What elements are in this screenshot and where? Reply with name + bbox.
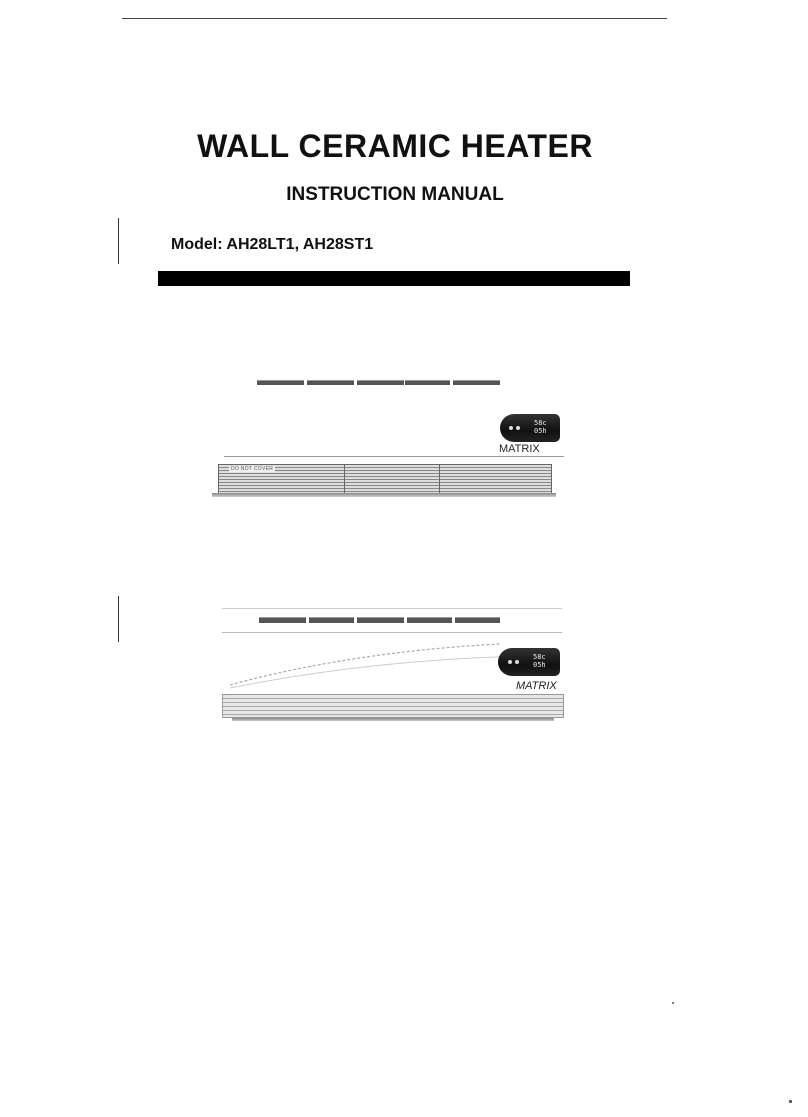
vent-slot [407, 617, 452, 623]
document-subtitle: INSTRUCTION MANUAL [286, 184, 504, 205]
indicator-dot [515, 660, 519, 664]
air-outlet-grille [222, 694, 564, 718]
scan-speck [789, 1100, 792, 1103]
indicator-dot [508, 660, 512, 664]
vent-slot [455, 617, 500, 623]
brand-label: MATRIX [516, 680, 557, 692]
timer-readout: 05h [534, 427, 547, 435]
top-edge [222, 608, 562, 609]
control-panel [498, 648, 560, 676]
display-readout [533, 653, 546, 669]
temperature-readout: 58c [533, 653, 546, 661]
base-shadow [232, 718, 554, 721]
vent-slot [259, 617, 306, 623]
model-line: Model: AH28LT1, AH28ST1 [171, 236, 374, 253]
vent-slot [357, 617, 404, 623]
vent-slot [309, 617, 354, 623]
scan-speck [672, 1002, 674, 1004]
timer-readout: 05h [533, 661, 546, 669]
temperature-readout: 58c [534, 419, 547, 427]
brand-label: MATRIX [499, 443, 540, 455]
document-title: WALL CERAMIC HEATER [197, 128, 593, 164]
grille-warning-label: DO NOT COVER [231, 466, 274, 472]
